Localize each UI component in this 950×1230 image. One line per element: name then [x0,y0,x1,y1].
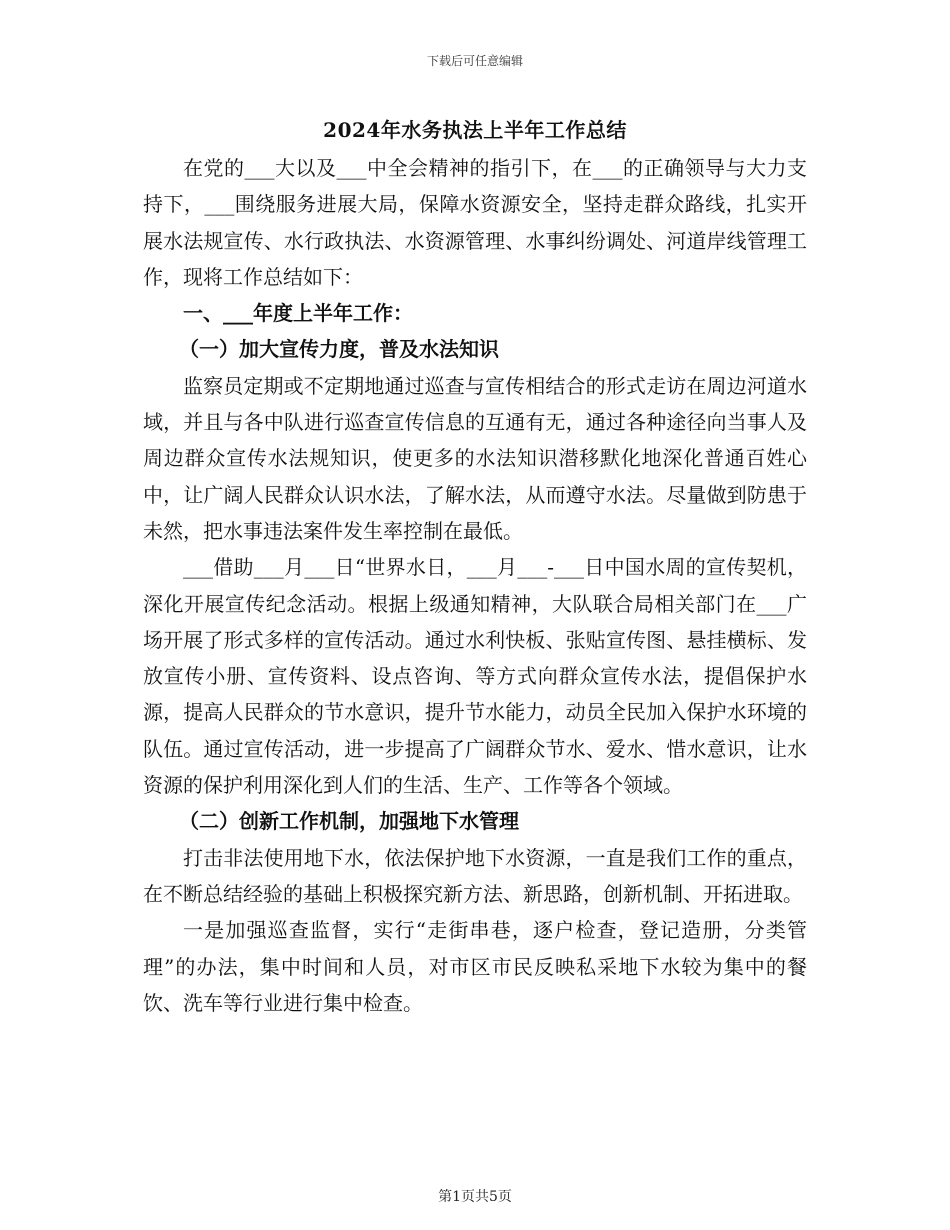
paragraph-groundwater: 打击非法使用地下水，依法保护地下水资源，一直是我们工作的重点，在不断总结经验的基础上积极探究新方法、新思路，创新机制、开拓进取。 [143,845,807,906]
document-title: 2024年水务执法上半年工作总结 [323,118,627,142]
document-body [143,150,807,1021]
page-number-footer: 第1页共5页 [438,1189,512,1205]
subsection-heading-2: （二）创新工作机制，加强地下水管理 [179,809,519,834]
header-note: 下载后可任意编辑 [426,54,523,68]
section-heading-1: 一、___年度上半年工作： [183,301,413,326]
paragraph-publicity: 监察员定期或不定期地通过巡查与宣传相结合的形式走访在周边河道水域，并且与各中队进行巡查宣传信息的互通有无，通过各种途径向当事人及周边群众宣传水法规知识，使更多的水法知识潜移默化地深化普通百姓心中，让广阔人民群众认识水法，了解水法，从而遵守水法。尽量做到防患于未然，把水事违法案件发生率控制在最低。 [143,373,807,543]
paragraph-inspection: 一是加强巡查监督，实行“走街串巷，逐户检查，登记造册，分类管理”的办法，集中时间和人员，对市区市民反映私采地下水较为集中的餐饮、洗车等行业进行集中检查。 [143,918,807,1015]
paragraph-intro: 在党的___大以及___中全会精神的指引下，在___的正确领导与大力支持下，___围绕服务进展大局，保障水资源安全，坚持走群众路线，扎实开展水法规宣传、水行政执法、水资源管理、水事纠纷调处、河道岸线管理工作，现将工作总结如下： [143,156,807,289]
paragraph-water-day: ___借助___月___日“世界水日，___月___-___日中国水周的宣传契机，深化开展宣传纪念活动。根据上级通知精神，大队联合局相关部门在___广场开展了形式多样的宣传活动。通过水利快板、张贴宣传图、悬挂横标、发放宣传小册、宣传资料、设点咨询、等方式向群众宣传水法，提倡保护水源，提高人民群众的节水意识，提升节水能力，动员全民加入保护水环境的队伍。通过宣传活动，进一步提高了广阔群众节水、爱水、惜水意识，让水资源的保护利用深化到人们的生活、生产、工作等各个领域。 [143,555,807,798]
subsection-heading-1: （一）加大宣传力度，普及水法知识 [179,337,499,362]
